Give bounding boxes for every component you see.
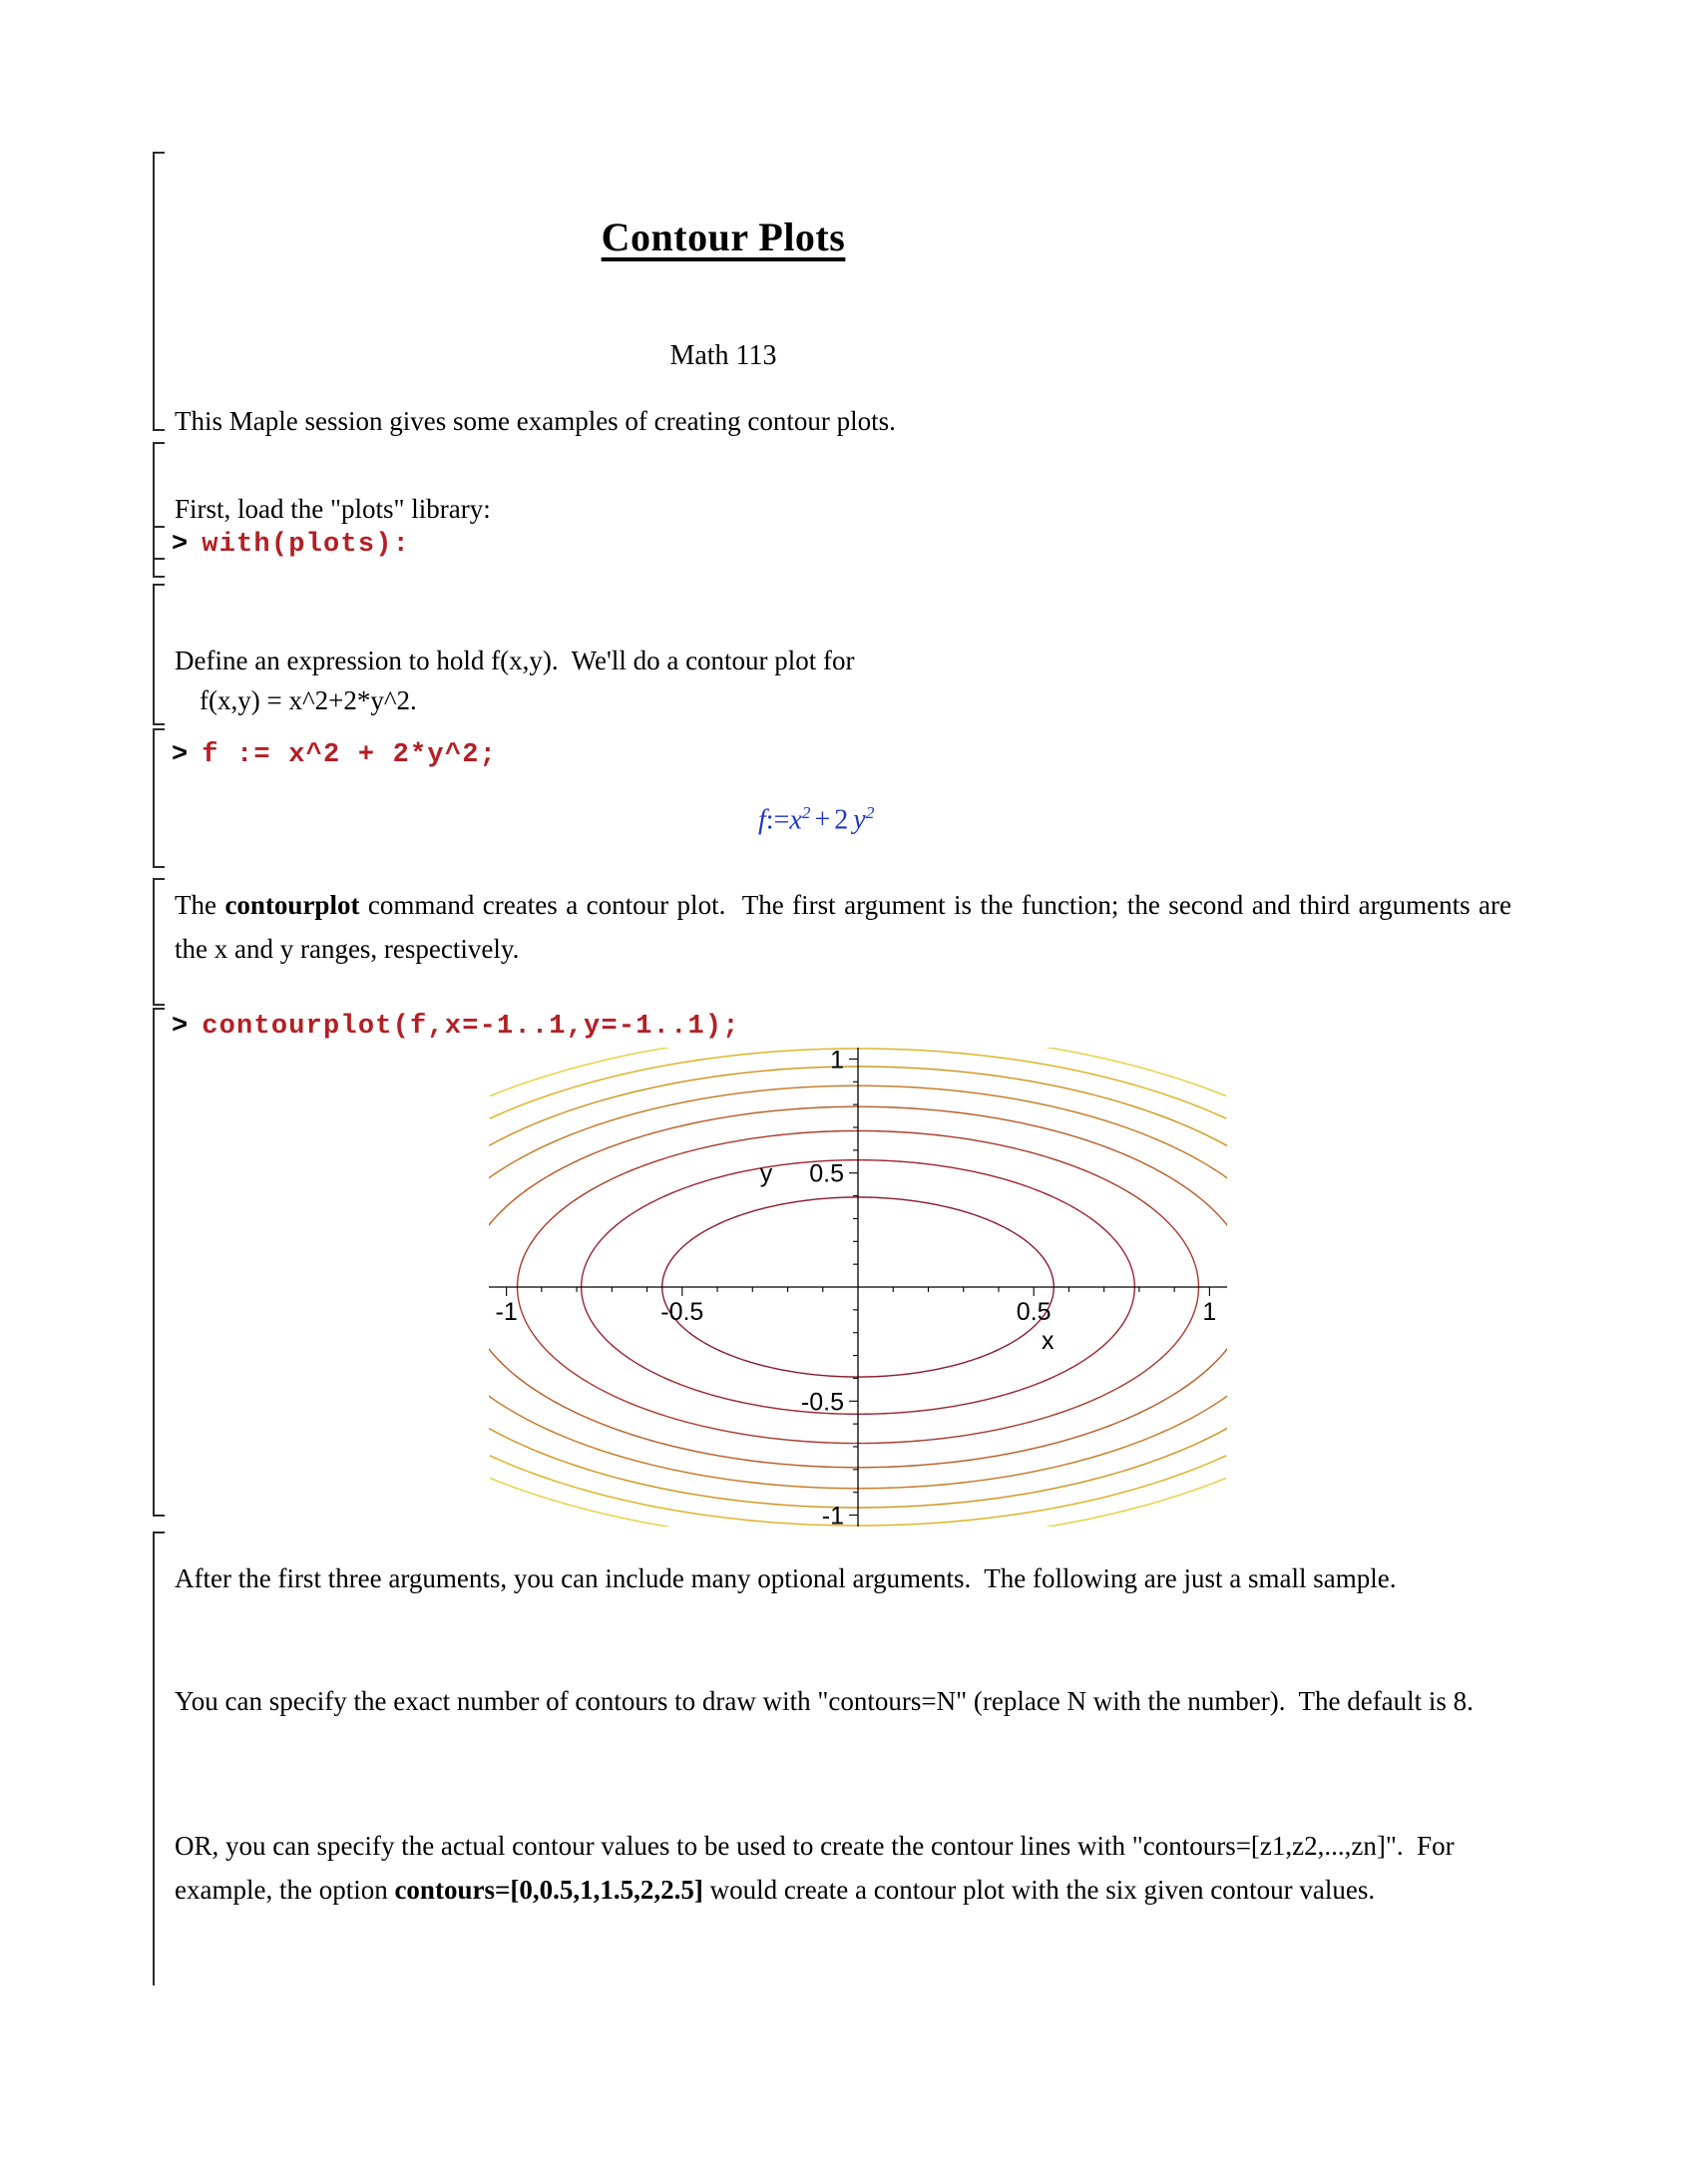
maple-input-contourplot[interactable] — [172, 1012, 740, 1042]
maple-command-text[interactable]: contourplot(f,x=-1..1,y=-1..1); — [202, 1012, 740, 1042]
bracket-top-serif — [153, 878, 165, 880]
desc-part-a: The — [175, 890, 225, 920]
bracket-top-serif — [153, 728, 165, 730]
output-lhs: f — [758, 804, 766, 836]
bracket-vertical-bar — [153, 1531, 155, 1985]
y-tick-label: 1 — [830, 1048, 844, 1075]
bracket-bottom-serif — [153, 723, 165, 725]
actual-values-part-b: would create a contour plot with the six given contour values. — [702, 1875, 1376, 1905]
bracket-vertical-bar — [153, 152, 155, 431]
maple-output-f-expression — [758, 803, 874, 836]
actual-values-bold-option: contours=[0,0.5,1,1.5,2,2.5] — [394, 1875, 703, 1905]
bracket-bottom-serif — [153, 866, 165, 868]
bracket-top-serif — [153, 1008, 165, 1010]
bracket-top-serif — [153, 584, 165, 586]
define-expression-line2: f(x,y) = x^2+2*y^2. — [200, 685, 417, 715]
bracket-top-serif — [153, 526, 165, 528]
load-library-text: First, load the "plots" library: — [175, 494, 491, 524]
contourplot-description — [175, 883, 1518, 971]
x-tick-label: -1 — [495, 1298, 518, 1326]
maple-group-bracket-optional-args — [153, 1531, 167, 1985]
maple-group-bracket-with-plots — [153, 526, 167, 578]
desc-part-b: command creates a contour plot. The first argument is the function; the second and third arguments are the x and y ranges, respectively. — [175, 890, 1518, 964]
desc-bold-contourplot: contourplot — [224, 890, 360, 920]
intro-paragraph: This Maple session gives some examples of creating contour plots. — [175, 406, 896, 436]
exact-number-paragraph: You can specify the exact number of contours to draw with "contours=N" (replace N with the number). The default is 8. — [175, 1686, 1474, 1716]
maple-prompt: > — [172, 530, 189, 560]
bracket-bottom-serif — [153, 1004, 165, 1006]
output-coefficient: 2 — [834, 804, 849, 836]
x-tick-label: 1 — [1202, 1298, 1217, 1326]
y-tick-label: 0.5 — [809, 1159, 844, 1188]
output-plus-sign: + — [814, 804, 831, 836]
bracket-vertical-bar — [153, 584, 155, 725]
bracket-vertical-bar — [153, 728, 155, 868]
plot-axes-group — [489, 1048, 1227, 1527]
maple-prompt: > — [172, 740, 189, 770]
y-axis-label: y — [759, 1159, 773, 1188]
maple-input-with-plots[interactable] — [172, 530, 410, 560]
actual-values-paragraph — [175, 1824, 1516, 1912]
maple-group-bracket-title — [153, 152, 167, 431]
maple-group-bracket-contourplot-call — [153, 1008, 167, 1517]
bracket-vertical-bar — [153, 878, 155, 1006]
maple-group-bracket-f-definition — [153, 728, 167, 868]
define-expression-line1: Define an expression to hold f(x,y). We'll do a contour plot for — [175, 646, 855, 675]
contour-plot-svg — [489, 1048, 1227, 1527]
x-tick-label: -0.5 — [660, 1298, 704, 1326]
page-subtitle: Math 113 — [669, 340, 777, 371]
y-tick-label: -1 — [821, 1502, 844, 1527]
x-tick-label: 0.5 — [1016, 1298, 1052, 1326]
maple-prompt: > — [172, 1012, 189, 1042]
y-tick-label: -0.5 — [800, 1388, 844, 1417]
maple-command-text[interactable]: with(plots): — [202, 530, 411, 560]
bracket-vertical-bar — [153, 526, 155, 578]
maple-group-bracket-define-expression — [153, 584, 167, 725]
bracket-bottom-serif — [153, 429, 165, 431]
maple-command-text[interactable]: f := x^2 + 2*y^2; — [202, 740, 498, 770]
page-title: Contour Plots — [601, 215, 846, 259]
contour-plot-output[interactable] — [489, 1048, 1227, 1527]
maple-group-bracket-contourplot-desc — [153, 878, 167, 1006]
plot-axis-labels-group — [760, 1160, 1055, 1355]
maple-input-define-f[interactable] — [172, 740, 497, 770]
bracket-top-serif — [153, 1531, 165, 1533]
output-assign-op: := — [765, 804, 790, 836]
optional-arguments-paragraph: After the first three arguments, you can include many optional arguments. The following are just a small sample. — [175, 1563, 1397, 1593]
actual-values-part-a: OR, you can specify the actual contour values to be used to create the contour lines with "contours=[z1,z2,...,zn]". For example, the option — [175, 1831, 1462, 1905]
output-term2-exponent: 2 — [865, 803, 875, 822]
bracket-top-serif — [153, 152, 165, 154]
bracket-bottom-serif — [153, 1515, 165, 1517]
x-axis-label: x — [1042, 1327, 1055, 1355]
output-term1-base: x — [789, 804, 802, 836]
bracket-bottom-serif — [153, 576, 165, 578]
output-term1-exponent: 2 — [801, 803, 811, 822]
output-term2-base: y — [853, 804, 866, 836]
bracket-vertical-bar — [153, 1008, 155, 1517]
bracket-top-serif — [153, 442, 165, 444]
